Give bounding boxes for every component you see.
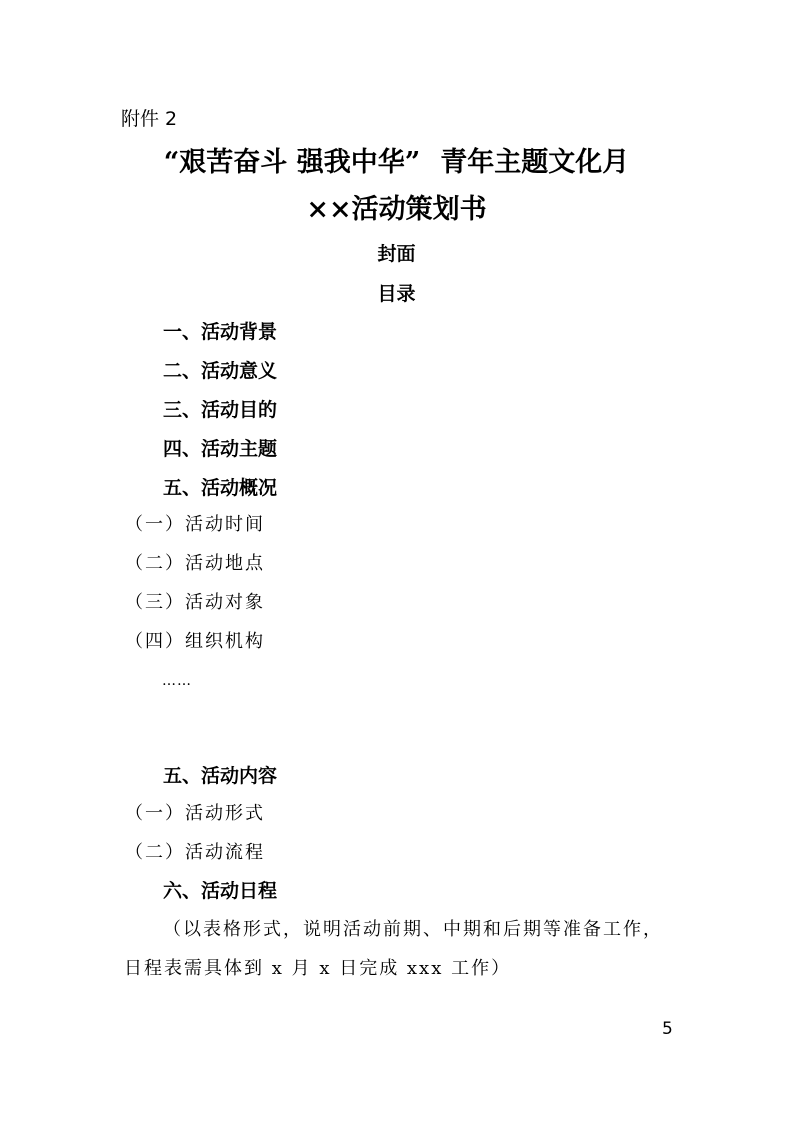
subsection-process: （二）活动流程 [125,842,265,863]
document-title-line-2: ××活动策划书 [306,194,487,225]
subsection-participants: （三）活动对象 [125,592,265,613]
ellipsis: …… [162,673,192,689]
schedule-note-line-2: 日程表需具体到 x 月 x 日完成 xxx 工作） [124,958,512,979]
subsection-location: （二）活动地点 [125,553,265,574]
subsection-organization: （四）组织机构 [125,631,265,652]
schedule-note-line-1: （以表格形式，说明活动前期、中期和后期等准备工作， [163,919,663,940]
section-purpose: 三、活动目的 [163,399,278,421]
section-theme: 四、活动主题 [163,438,278,460]
cover-heading: 封面 [377,243,416,265]
section-content: 五、活动内容 [163,765,278,787]
section-significance: 二、活动意义 [163,360,278,382]
section-background: 一、活动背景 [163,321,278,343]
section-schedule: 六、活动日程 [163,880,278,902]
attachment-label: 附件 2 [121,108,178,130]
subsection-time: （一）活动时间 [125,514,265,535]
toc-heading: 目录 [377,283,416,305]
title-quoted-slogan: “艰苦奋斗 强我中华” [163,147,421,178]
page-number: 5 [662,1019,673,1039]
document-title-line-1 [0,149,793,176]
subsection-format: （一）活动形式 [125,803,265,824]
section-overview: 五、活动概况 [163,477,278,499]
title-theme: 青年主题文化月 [440,147,630,178]
